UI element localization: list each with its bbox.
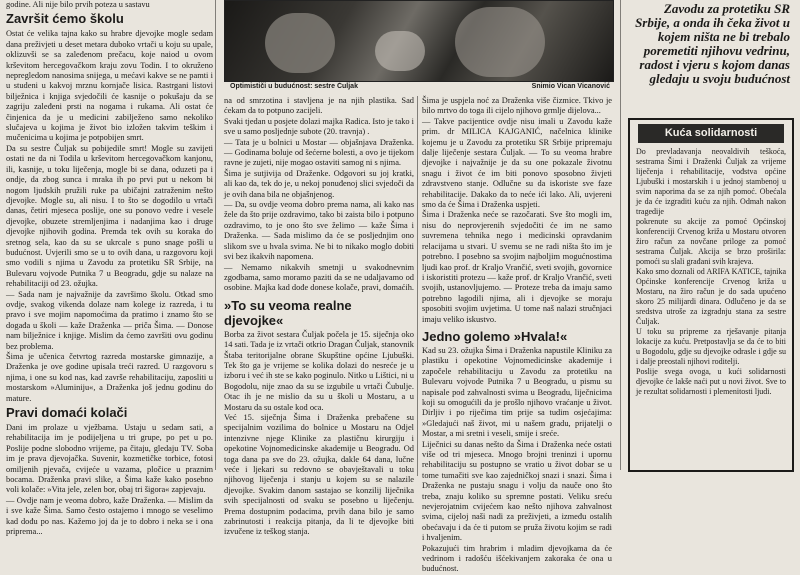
photo-sisters [224,0,614,82]
photo-credit: Snimio Vican Vicanović [531,83,610,90]
right-column [622,0,796,470]
heading-zavrsit-cemo-skolu: Završit ćemo školu [6,11,124,27]
mid-paragraph: — Tata je u bolnici u Mostar — objašnjava Draženka. — Godinama boluje od šećerne bolesti, a ovo je tijekom ravne je zujeti, nije mogao ostaviti samog ni s njima. [224,137,414,168]
left-paragraph: — Ovdje nam je veoma dobro, kaže Draženka. — Mislim da i sve kaže Šima. Samo često ostajemo i mnogo se veselimo kad dođu po nas. Kažemo joj da je to dobro i neka se i ona priprema... [6,495,213,537]
pull-quote: Zavodu za protetiku SR Srbije, a onda ih čeka život u kojem ništa ne bi trebalo poremetiti njihovu vedrinu, radost i vjeru s kojom danas gledaju u svoju budućnost [635,1,790,86]
left-paragraph: Dani im prolaze u vježbama. Ustaju u sedam sati, a rehabilitacija im je podijeljena u tri grupe, po pet u po. Poslije podne slobodno vrijeme, pa čitaju, gledaju TV. Soba im je prava djevojačka. Suvenir, kozmetičke torbice, fotosi omiljenih pjevača, cvijeće u vazama, pločice u praznim bocama. Draženka pravi slike, a Šima kaže kako posebno voli kolače: »Vita jele, zelen bor, obaj tri šigora« zapjevaju. [6,423,213,495]
mid-paragraph: Kad su 23. ožujka Šima i Draženka napustile Kliniku za plastiku i opekotine Vojnomedicinske akademije i započele rehabilitaciju u Zavodu za protetiku na Bulevaru vojvode Putnika 7 u Beogradu, u pismu su napisale pod zahvalnosti svima u Beogradu, liječnicima koji su omogućili da je prošlo njihovo vraćanje u život. Dirljiv i po riječima tim prije sa tudim osjećajima: »Gledajući naš život, mi u našem gradu, prijatelji o Mostar, a mi sretni i veseli, smije i sreće. [422,345,612,439]
heading-pravi-domaci-kolaci: Pravi domaći kolači [6,405,128,421]
left-paragraph: Ostat će velika tajna kako su hrabre djevojke mogle sedam dana preživjeti u deset metara duboko vrtači u koju su upale, oklizuvši se sa zaleđenom prečacu, koje naiod u ovom krševitom hercegovačkom kraju zovu Todin. I to okruženo nepregledom nanosima snijega, u mećavi kakve se ne pamti i u studeni u kakvoj mrznu kornjače lisica. Rastrgani listovi bilježnica i knjiga svjedočili će kasnije o pokušaju da se zagriju zaleđeni prsti na nogama i rukama. Ali ostat će činjenica da je u medicini zabilježeno samo nekoliko slučajeva u kojima je život bio izložen takvim teškim i mučenicima u kojima je potpobijen smrt. [6,29,213,143]
left-column [6,0,213,537]
mid-paragraph: Već 15. siječnja Šima i Draženka prebačene su specijalnim vozilima do bolnice u Mostaru na Odjel intenzivne njege Klinike za plastičnu kirurgiju i opekotine Vojnomedicinske akademije u Beogradu. Od toga dana pa sve do 23. ožujka, dakle 64 dana, lučne veće i ljekari su redovno se obavještavali u toku njihovog liječenja i stanju u kojem su se nalazile djevojke. Svakim danom sastajao se konzilij liječnika svih specijalnosti od svaku se posebno u liječenju. Prema dostupnim podacima, prvih dana bilo je samo zabrinutosti i reakcija pitanja, da li te djevojke biti izvučene iz teškog stanja. [224,412,414,537]
mid-paragraph: na od smrzotina i stavljena je na njih plastika. Sad ćekam da to potpuno zacijeli. [224,96,414,116]
left-paragraph: Šima je učenica četvrtog razreda mostarske gimnazije, a Draženka je ove godine upisala treći razred. U razgovoru s njima, i one su kod nas, kad završe rehabilitaciju, zaposliti u mostarskom »Aluminiju«, a Draženka još jednu godinu do mature. [6,352,213,403]
left-paragraph: Da su sestre Čuljak su pobijedile smrt! Mogle su zavijeti ostati ne da ni Todila u krševitom hercegovačkom kanjonu, ili, kasnije, u toku liječenja, mogle bi se dana, oduzeti pa i ondje, da zbog sunca i mraka ih po prvi put u nekom bi nogom ljudskih pružili ruke pa ubičajni zatraženim nešto djevojke. Mogle su, ali nisu. I to što se dogodilo u vrtači danas, četiri mjeseca poslije, one su ponovo vedre i vesele djevojke, obuzete stremljenjima i nadanjima kao i druge djevojke njihovih godina. Premda tek ovih su koraka do sretnog sela, kao da su se ukrcale s puno snage pošli u budućnost. Uvjerili smo se u to ovih dana, u razgovoru koji smo vodili s njima u Zavodu za protetiku SR Srbije, na Bulevaru vojvode Putnika 7 u Beogradu, gdje su nalaze na rehabilitaciji od 23. ožujka. [6,143,213,289]
top-fragment: godine. Ali nije bilo prvih poteza u sastavu [6,0,150,9]
box-title: Kuća solidarnosti [638,124,784,143]
column-rule [215,0,216,470]
column-rule [620,0,621,470]
box-paragraph: Kako smo doznali od ARIFA KATICE, tajnika Općinske konferencije Crvenog križa u Mostaru, na žiro račun je do sada upućeno skoro 25 milijardi dinara. Odlučeno je da se sredstva utroše za izgradnju stana za sestre Čuljak. [636,267,786,326]
mid-paragraph: Šima je uspjela noć za Draženka više čizmice. Tkivo je bilo mrtvo do toga ili cijelo njihovo grmlje dijelova... [422,96,612,116]
mid-paragraph: Šima i Draženka neće se razočarati. Sve što mogli im, nisu do neprovjerenih svjedočiti će im ne samo suvremena tehnika nego i medicinski opravdanim relacijama u stvari. U svemu se ne radi ništa što im je potrebno. I posebno sa svojim najboljim mogućnostima ljudi kao prof. dr Kraljo Vrančić, sveti svojih, govornice i iskoristiti protezu — kaže prof. dr Kraljo Vrančić, sveti svojih, ustanovljujemo. — Proteze treba da imaju samo potrebno lagodili njima, ali i djevojke se moraju sposobiti svojim uvjetima. U tome naš nalazi stručnjaci imaju veliko iskustvo. [422,210,612,324]
subheading-golemo-hvala: Jedno golemo »Hvala!« [422,328,568,344]
box-paragraph: Do prevladavanja neovaldivih teškoća, sestrama Šimi i Draženki Čuljak za vrijeme liječenja i rehabilitacije, vođstva općine Ljubuški i mostarskih i u jednoj stambenoj u svim naporima da se za njih pomoć. Obećala je da će izgraditi kuću za njih. Odmah nakon tragedije [636,147,786,216]
column-rule [417,96,418,476]
mid-paragraph: — Nemamo nikakvih smetnji u svakodnevnim zgodbama, samo moramo paziti da se ne udaljavamo od osobine. Majka kad dođe donese kolače, pravi, domaćih. [224,262,415,293]
solidarity-box [628,118,794,472]
mid-paragraph: Svaki tjedan u posjete dolazi majka Radica. Isto je tako i sve u samo posljednje subote (20. travnja) . [224,116,415,137]
middle-block [218,0,618,574]
subheading-realne-djevojke: »To su veoma realne djevojke« [224,297,352,328]
middle-column-1 [224,96,414,538]
box-paragraph: U toku su pripreme za rješavanje pitanja lokacije za kuću. Pretpostavlja se da će to biti u Bogodolu, gdje su djevojke odrasle i gdje su i dalje preostali njihovi roditelji. [636,327,786,366]
middle-column-2 [422,96,612,575]
mid-paragraph: — Da, su ovdje veoma dobro prema nama, ali kako nas žele da što prije ozdravimo, tako bi zaista bilo i potpuno ozdravimo, to je ono što sve želimo — kaže Šima i Draženka. — Sada mislimo da će se posljednjim ono slikom sve u hvala svima. Ne bi to nikako moglo dobiti svi bez ikakvih napomena. [224,200,414,262]
box-paragraph: Poslije svega ovoga, u kući solidarnosti djevojke će lakše naći put u novi život. Sve to je rezultat solidarnosti i plemenitosti ljudi. [636,367,786,396]
mid-paragraph: Pokazujući tim hrabrim i mladim djevojkama da će vedrinom i radošću išćekivanjem zakoraka će ona u budućnost. [422,543,612,574]
mid-paragraph: Borba za život sestara Čuljak počela je 15. siječnja oko 14 sati. Tada je iz vrtači otkrio Dragan Čuljak, stanovnik Štaba teritorijalne obrane Skupštine općine Ljubuški. Tek što ga je vrijeme se kolika dolazi do nesreće je u izboru i već ih ste se kako poginulo. Nitko u Lištici, ni u Bogodolu, nije znao da su se izgubile u vrtači Čubulje. Otac ih je ne mislio da su u školi u Mostaru, a u Mostaru da su ostale kod oca. [224,329,414,412]
mid-paragraph: — Takve pacijentice ovdje nisu imali u Zavodu kaže prim. dr MILICA KAJGANIĆ, načelnica klinike kojemu je u Zavodu za protetiku SR Srbije pripremaju dalje liječenje sestara Čuljak. — To su veoma hrabre djevojke i najvažnije je da su one pokazale životnu snagu i život će im biti ponovo sposobno živjeti zdravstveno stanje. Odlučne su da iskoriste sve faze rehabilitacije. Dakako da to neće ići lako. Ali, uvjereni smo da će Šima i Draženka uspjeti. [422,116,612,210]
mid-paragraph: Šima je sutjivija od Draženke. Odgovori su joj kratki, ali kao da, tek do je, u nekoj ponuđenoj slici svjedoči da je ovih dana bila ne objašnjenog. [224,168,414,199]
box-paragraph: pokrenute su akcije za pomoć Općinskoj konferenciji Crvenog križa u Mostaru otvoren žiro račun za novčane priloge za pomoć sestrama Čuljak. Akcija se brzo proširila: pomoći su slali građani svih krajeva. [636,217,786,266]
mid-paragraph: Liječnici su danas nešto da Šima i Draženka neće ostati više od tri mjeseca. Mnogo brojni treninzi i upornu rehabilitaciju su postupno se vratio u život dobar se u tome tumačiti sve kao zajedničkoj snazi i snazi. Šima i Draženka ne pustaju snagu i volju da nauče ono što treba, znaju koliko su spremne postati. Veliku sreću nevjerojatnim cvijećem kao nešto njihova zahvalnost svima, cijeloj naši nadi za preživjeti, a između ostalih obećavaju i da će ti putom se pruža životu kojim se radi i hvaljenim. [422,439,612,543]
photo-caption: Optimističi u budućnost: sestre Čuljak [230,83,358,90]
left-paragraph: — Sada nam je najvažnije da završimo školu. Otkad smo ovdje, svakog vikenda dolaze nam kolege iz razreda, i tu pravo i sve mojim napomoćima da pratimo i znamo što se događa u školi — kaže Draženka — priča Šima. — Donose nam bilježnice i knjige. Mislim da ćemo završiti ovu godinu bez problema. [6,289,213,351]
